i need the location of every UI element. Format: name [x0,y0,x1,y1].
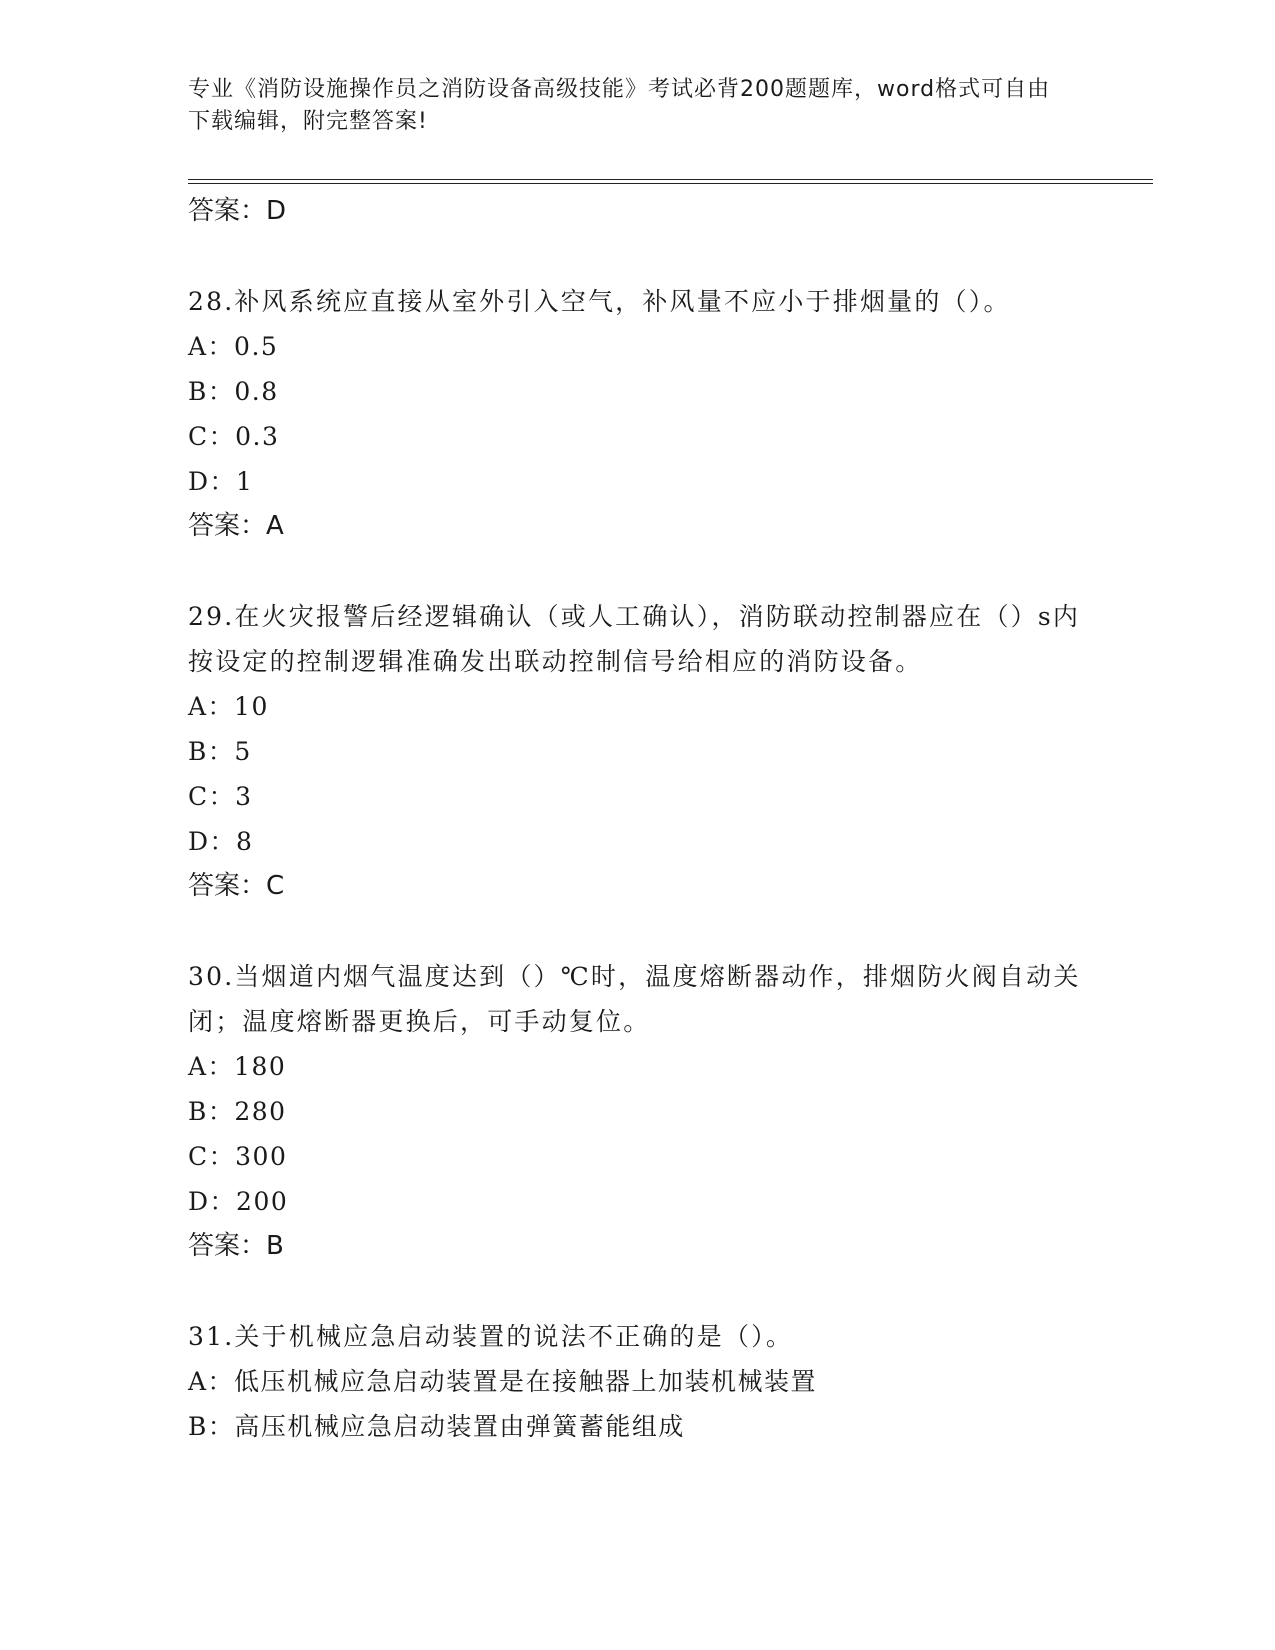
question-text: 29.在火灾报警后经逻辑确认（或人工确认），消防联动控制器应在（）s内按设定的控制逻辑准确发出联动控制信号给相应的消防设备。 [188,602,1081,676]
question-29 [188,594,1088,954]
question-31 [188,1314,1088,1449]
question-30 [188,954,1088,1314]
option-b: B：0.8 [188,377,279,406]
header-divider [188,179,1153,180]
question-28 [188,279,1088,594]
spacer [188,1269,1088,1314]
answer-line: 答案：D [188,196,287,226]
document-header: 专业《消防设施操作员之消防设备高级技能》考试必背200题题库，word格式可自由下载编辑，附完整答案! [188,77,1051,134]
answer-line: 答案：C [188,871,285,901]
question-text: 31.关于机械应急启动装置的说法不正确的是（）。 [188,1322,794,1351]
header-divider-secondary [188,183,1153,184]
answer-line: 答案：A [188,511,284,541]
option-c: C：0.3 [188,422,280,451]
option-b: B：280 [188,1097,287,1126]
option-a: A：低压机械应急启动装置是在接触器上加装机械装置 [188,1367,818,1396]
option-b: B：高压机械应急启动装置由弹簧蓄能组成 [188,1412,685,1441]
option-c: C：300 [188,1142,288,1171]
option-a: A：180 [188,1052,287,1081]
option-a: A：10 [188,692,269,721]
option-d: D：1 [188,467,254,496]
spacer [188,909,1088,954]
option-b: B：5 [188,737,252,766]
spacer [188,234,1088,279]
question-list [188,189,1088,1449]
option-c: C：3 [188,782,253,811]
answer-line: 答案：B [188,1231,284,1261]
question-text: 28.补风系统应直接从室外引入空气，补风量不应小于排烟量的（）。 [188,287,1011,316]
option-a: A：0.5 [188,332,279,361]
option-d: D：8 [188,827,254,856]
question-text: 30.当烟道内烟气温度达到（）℃时，温度熔断器动作，排烟防火阀自动关闭；温度熔断器更换后，可手动复位。 [188,962,1081,1036]
spacer [188,549,1088,594]
option-d: D：200 [188,1187,289,1216]
